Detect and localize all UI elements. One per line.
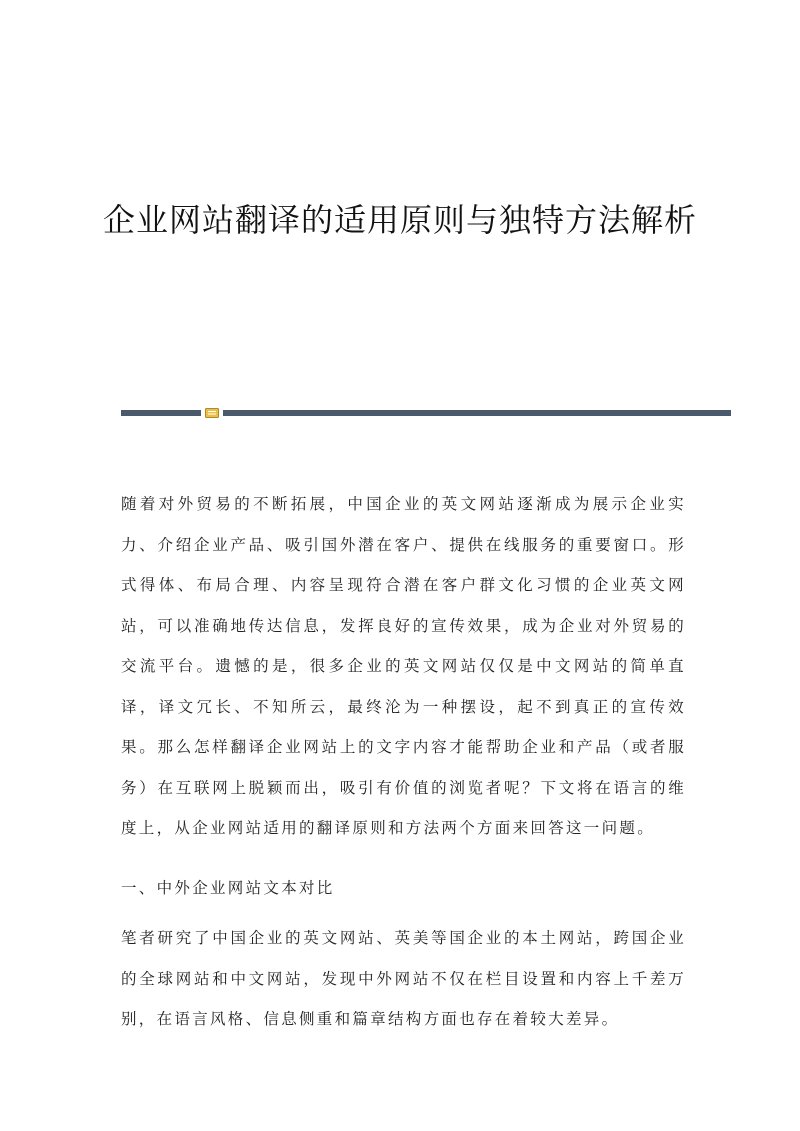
intro-paragraph: 随着对外贸易的不断拓展，中国企业的英文网站逐渐成为展示企业实力、介绍企业产品、吸引国外潜在客户、提供在线服务的重要窗口。形式得体、布局合理、内容呈现符合潜在客户群文化习惯的企业英文网站，可以准确地传达信息，发挥良好的宣传效果，成为企业对外贸易的交流平台。遗憾的是，很多企业的英文网站仅仅是中文网站的简单直译，译文冗长、不知所云，最终沦为一种摆设，起不到真正的宣传效果。那么怎样翻译企业网站上的文字内容才能帮助企业和产品（或者服务）在互联网上脱颖而出，吸引有价值的浏览者呢？下文将在语言的维度上，从企业网站适用的翻译原则和方法两个方面来回答这一问题。	[121, 495, 686, 837]
divider-bar-right	[223, 410, 731, 416]
title-divider	[121, 408, 731, 418]
divider-bar-left	[121, 410, 201, 416]
section-heading: 一、中外企业网站文本对比	[121, 879, 335, 897]
book-emblem-icon	[205, 408, 219, 418]
section-paragraph: 笔者研究了中国企业的英文网站、英美等国企业的本土网站，跨国企业的全球网站和中文网站，发现中外网站不仅在栏目设置和内容上千差万别，在语言风格、信息侧重和篇章结构方面也存在着较大差异。	[121, 929, 686, 1028]
document-title: 企业网站翻译的适用原则与独特方法解析	[102, 201, 697, 239]
